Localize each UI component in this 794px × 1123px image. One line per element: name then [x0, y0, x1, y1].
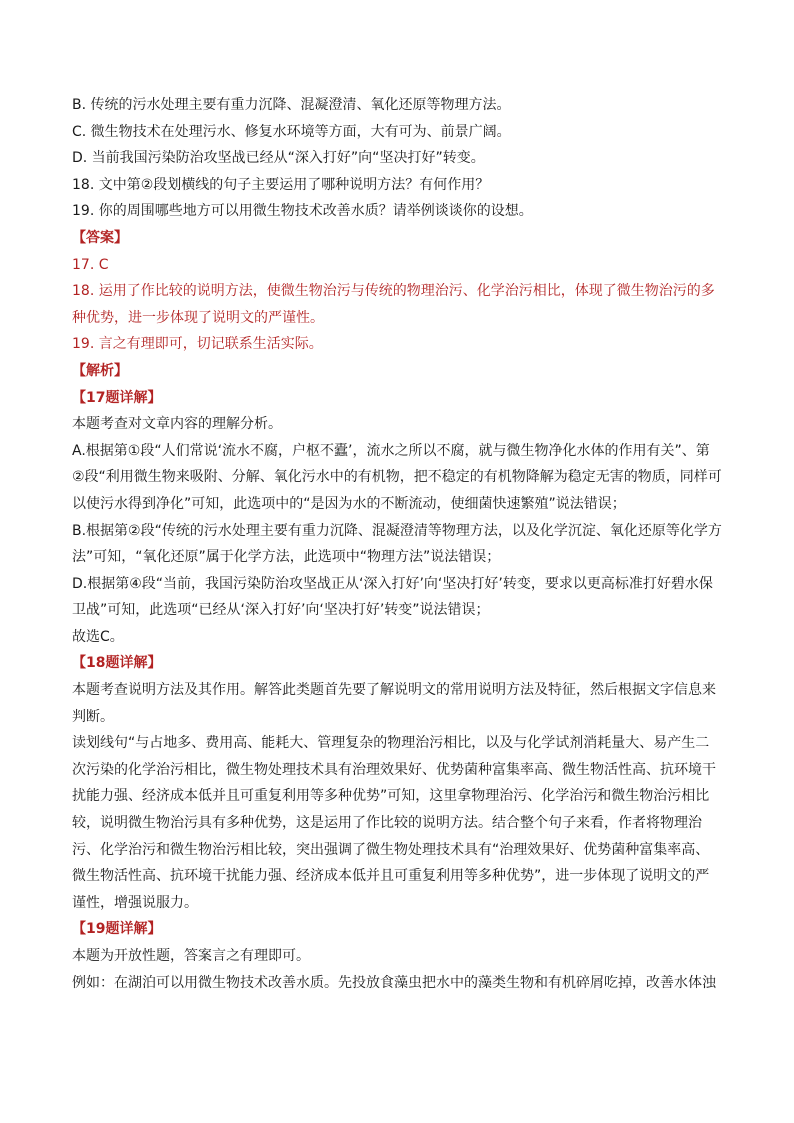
answer-19: 19. 言之有理即可，切记联系生活实际。	[72, 336, 323, 353]
q17-heading: 【17题详解】	[72, 389, 162, 406]
q17-analysis-b: B.根据第②段“传统的污水处理主要有重力沉降、混凝澄清等物理方法，以及化学沉淀、氧化还原等化学方法”可知，“氧化还原”属于化学方法，此选项中“物理方法”说法错误；	[72, 522, 722, 566]
q18-body: 读划线句“与占地多、费用高、能耗大、管理复杂的物理治污相比，以及与化学试剂消耗量大、易产生二次污染的化学治污相比，微生物处理技术具有治理效果好、优势菌种富集率高、微生物活性高、抗环境干扰能力强、经济成本低并且可重复利用等多种优势”可知，这里拿物理治污、化学治污和微生物治污相比较，说明微生物治污具有多种优势，这是运用了作比较的说明方法。结合整个句子来看，作者将物理治污、化学治污和微生物治污相比较，突出强调了微生物处理技术具有“治理效果好、优势菌种富集率高、微生物活性高、抗环境干扰能力强、经济成本低并且可重复利用等多种优势”，进一步体现了说明文的严谨性，增强说服力。	[72, 735, 716, 911]
answer-heading: 【答案】	[72, 229, 128, 246]
q17-analysis-a: A.根据第①段“人们常说‘流水不腐，户枢不蠹’，流水之所以不腐，就与微生物净化水体的作用有关”、第②段“利用微生物来吸附、分解、氧化污水中的有机物，把不稳定的有机物降解为稳定无害的物质，同样可以使污水得到净化”可知，此选项中的“是因为水的不断流动，使细菌快速繁殖”说法错误；	[72, 442, 722, 512]
q19-heading: 【19题详解】	[72, 921, 162, 938]
q18-heading: 【18题详解】	[72, 655, 162, 672]
q19-example: 例如：在湖泊可以用微生物技术改善水质。先投放食藻虫把水中的藻类生物和有机碎屑吃掉，改善水体浊	[72, 974, 716, 991]
option-c: C. 微生物技术在处理污水、修复水环境等方面，大有可为、前景广阔。	[72, 123, 511, 140]
document-content	[72, 92, 722, 996]
q17-analysis-d: D.根据第④段“当前，我国污染防治攻坚战正从‘深入打好’向‘坚决打好’转变，要求以更高标准打好碧水保卫战”可知，此选项“已经从‘深入打好’向‘坚决打好’转变”说法错误；	[72, 575, 713, 619]
q19-intro: 本题为开放性题，答案言之有理即可。	[72, 948, 310, 964]
q17-conclusion: 故选C。	[72, 628, 124, 645]
question-19: 19. 你的周围哪些地方可以用微生物技术改善水质？请举例谈谈你的设想。	[72, 203, 533, 220]
answer-17: 17. C	[72, 256, 109, 273]
option-d: D. 当前我国污染防治攻坚战已经从“深入打好”向“坚决打好”转变。	[72, 150, 485, 167]
question-18: 18. 文中第②段划横线的句子主要运用了哪种说明方法？有何作用？	[72, 176, 490, 193]
analysis-heading: 【解析】	[72, 362, 128, 379]
answer-18: 18. 运用了作比较的说明方法，使微生物治污与传统的物理治污、化学治污相比，体现了微生物治污的多种优势，进一步体现了说明文的严谨性。	[72, 283, 715, 326]
q18-intro: 本题考查说明方法及其作用。解答此类题首先要了解说明文的常用说明方法及特征，然后根据文字信息来判断。	[72, 682, 716, 725]
q17-intro: 本题考查对文章内容的理解分析。	[72, 416, 282, 433]
option-b: B. 传统的污水处理主要有重力沉降、混凝澄清、氧化还原等物理方法。	[72, 97, 511, 113]
